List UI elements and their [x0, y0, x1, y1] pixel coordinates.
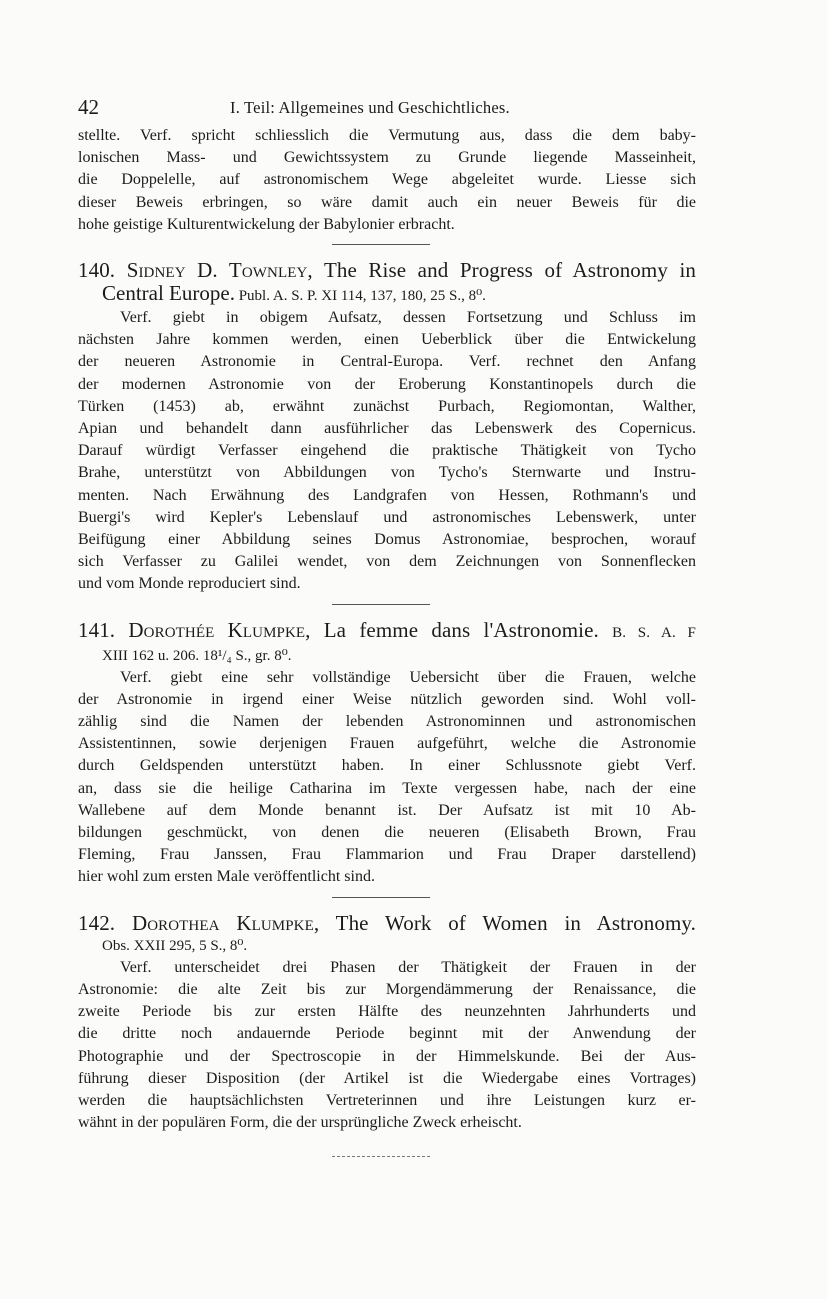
text-line: menten. Nach Erwähnung des Landgrafen von Hessen, Rothmann's und — [78, 486, 696, 504]
text-line: werden die hauptsächlichsten Vertreterinnen und ihre Leistungen kurz er- — [78, 1091, 696, 1109]
text-line: die Doppelelle, auf astronomischem Wege abgeleitet wurde. Liesse sich — [78, 171, 696, 189]
text-line: die dritte noch andauernde Periode beginnt mit der Anwendung der — [78, 1025, 696, 1043]
text-line: zählig sind die Namen der lebenden Astronominnen und astronomischen — [78, 713, 696, 731]
text-line: Beifügung einer Abbildung seines Domus Astronomiae, besprochen, worauf — [78, 531, 696, 549]
text-line: bildungen geschmückt, von denen die neueren (Elisabeth Brown, Frau — [78, 824, 696, 842]
entry-author: Dorothea Klumpke, — [131, 910, 320, 935]
text-line: Brahe, unterstützt von Abbildungen von Tycho's Sternwarte und Instru- — [78, 464, 696, 482]
text-line: lonischen Mass- und Gewichtssystem zu Grunde liegende Masseinheit, — [78, 149, 696, 167]
entry-author: Dorothée Klumpke, — [128, 617, 311, 642]
text-line: Astronomie: die alte Zeit bis zur Morgendämmerung der Renaissance, die — [78, 980, 696, 998]
intro-paragraph — [78, 125, 696, 236]
text-line: Verf. giebt in obigem Aufsatz, dessen Fortsetzung und Schluss im — [120, 309, 696, 327]
text-line: durch Geldspenden unterstützt haben. In einer Schlussnote giebt Verf. — [78, 757, 696, 775]
text-line: Buergi's wird Kepler's Lebenslauf und astronomisches Lebenswerk, unter — [78, 508, 696, 526]
entry-title-continuation — [78, 282, 696, 307]
text-line: nächsten Jahre kommen werden, einen Ueberblick über die Entwickelung — [78, 331, 696, 349]
entry-source: XIII 162 u. 206. 18¹/₄ S., gr. 8⁰. — [102, 647, 292, 664]
entry-141 — [78, 619, 696, 889]
text-line: der neueren Astronomie in Central-Europa. Verf. rechnet den Anfang — [78, 353, 696, 371]
text-line: Verf. giebt eine sehr vollständige Uebersicht über die Frauen, welche — [120, 668, 696, 686]
text-line: stellte. Verf. spricht schliesslich die Vermutung aus, dass die dem baby- — [78, 127, 696, 144]
text-line: zweite Periode bis zur ersten Hälfte des neunzehnten Jahrhunderts und — [78, 1003, 696, 1021]
entry-title: The Rise and Progress of Astronomy in — [323, 258, 696, 283]
entry-140 — [78, 259, 696, 596]
entry-title: La femme dans l'Astronomie. — [323, 617, 599, 642]
text-line: Fleming, Frau Janssen, Frau Flammarion und Frau Draper darstellend) — [78, 846, 696, 864]
text-line: Darauf würdigt Verfasser eingehend die praktische Thätigkeit von Tycho — [78, 442, 696, 460]
running-head: I. Teil: Allgemeines und Geschichtliches. — [230, 98, 510, 117]
entry-source: Obs. XXII 295, 5 S., 8⁰. — [102, 937, 248, 954]
text-line: dieser Beweis erbringen, so wäre damit auch ein neuer Beweis für die — [78, 193, 696, 211]
entry-heading — [78, 912, 696, 935]
entry-title-cont: Central Europe. — [102, 281, 235, 306]
end-rule — [332, 1156, 430, 1157]
page — [78, 95, 696, 1157]
entry-number: 140. — [78, 258, 116, 283]
text-line: der Astronomie in irgend einer Weise nützlich geworden sind. Wohl voll- — [78, 690, 696, 708]
entry-142 — [78, 912, 696, 1135]
text-line: Verf. unterscheidet drei Phasen der Thätigkeit der Frauen in der — [120, 958, 696, 976]
text-line: Photographie und der Spectroscopie in der Himmelskunde. Bei der Aus- — [78, 1047, 696, 1065]
text-line: Assistentinnen, sowie derjenigen Frauen aufgeführt, welche die Astronomie — [78, 735, 696, 753]
entry-source: Publ. A. S. P. XI 114, 137, 180, 25 S., 8⁰. — [238, 288, 486, 305]
page-number: 42 — [78, 95, 99, 119]
text-line: wähnt in der populären Form, die der ursprüngliche Zweck erheischt. — [78, 1114, 522, 1132]
text-line: der modernen Astronomie von der Eroberung Konstantinopels durch die — [78, 375, 696, 393]
entry-heading — [78, 619, 696, 645]
entry-title: The Work of Women in Astronomy. — [335, 910, 696, 935]
entry-number: 141. — [78, 617, 116, 642]
entry-heading — [78, 259, 696, 282]
text-line: hier wohl zum ersten Male veröffentlicht sind. — [78, 868, 375, 886]
entry-number: 142. — [78, 910, 116, 935]
entry-author: Sidney D. Townley, — [126, 258, 313, 283]
text-line: Wallebene auf dem Monde benannt ist. Der Aufsatz ist mit 10 Ab- — [78, 801, 696, 819]
text-line: an, dass sie die heilige Catharina im Texte vergessen habe, nach der eine — [78, 779, 696, 797]
text-line: führung dieser Disposition (der Artikel ist die Wiedergabe eines Vortrages) — [78, 1069, 696, 1087]
page-header — [78, 95, 696, 125]
text-line: und vom Monde reproduciert sind. — [78, 575, 301, 593]
text-line: hohe geistige Kulturentwickelung der Babylonier erbracht. — [78, 215, 455, 233]
text-line: Apian und behandelt dann ausführlicher das Lebenswerk des Copernicus. — [78, 420, 696, 438]
text-line: sich Verfasser zu Galilei wendet, von dem Zeichnungen von Sonnenflecken — [78, 553, 696, 571]
entry-source-inline: B. S. A. F — [612, 624, 696, 641]
text-line: Türken (1453) ab, erwähnt zunächst Purbach, Regiomontan, Walther, — [78, 397, 696, 415]
